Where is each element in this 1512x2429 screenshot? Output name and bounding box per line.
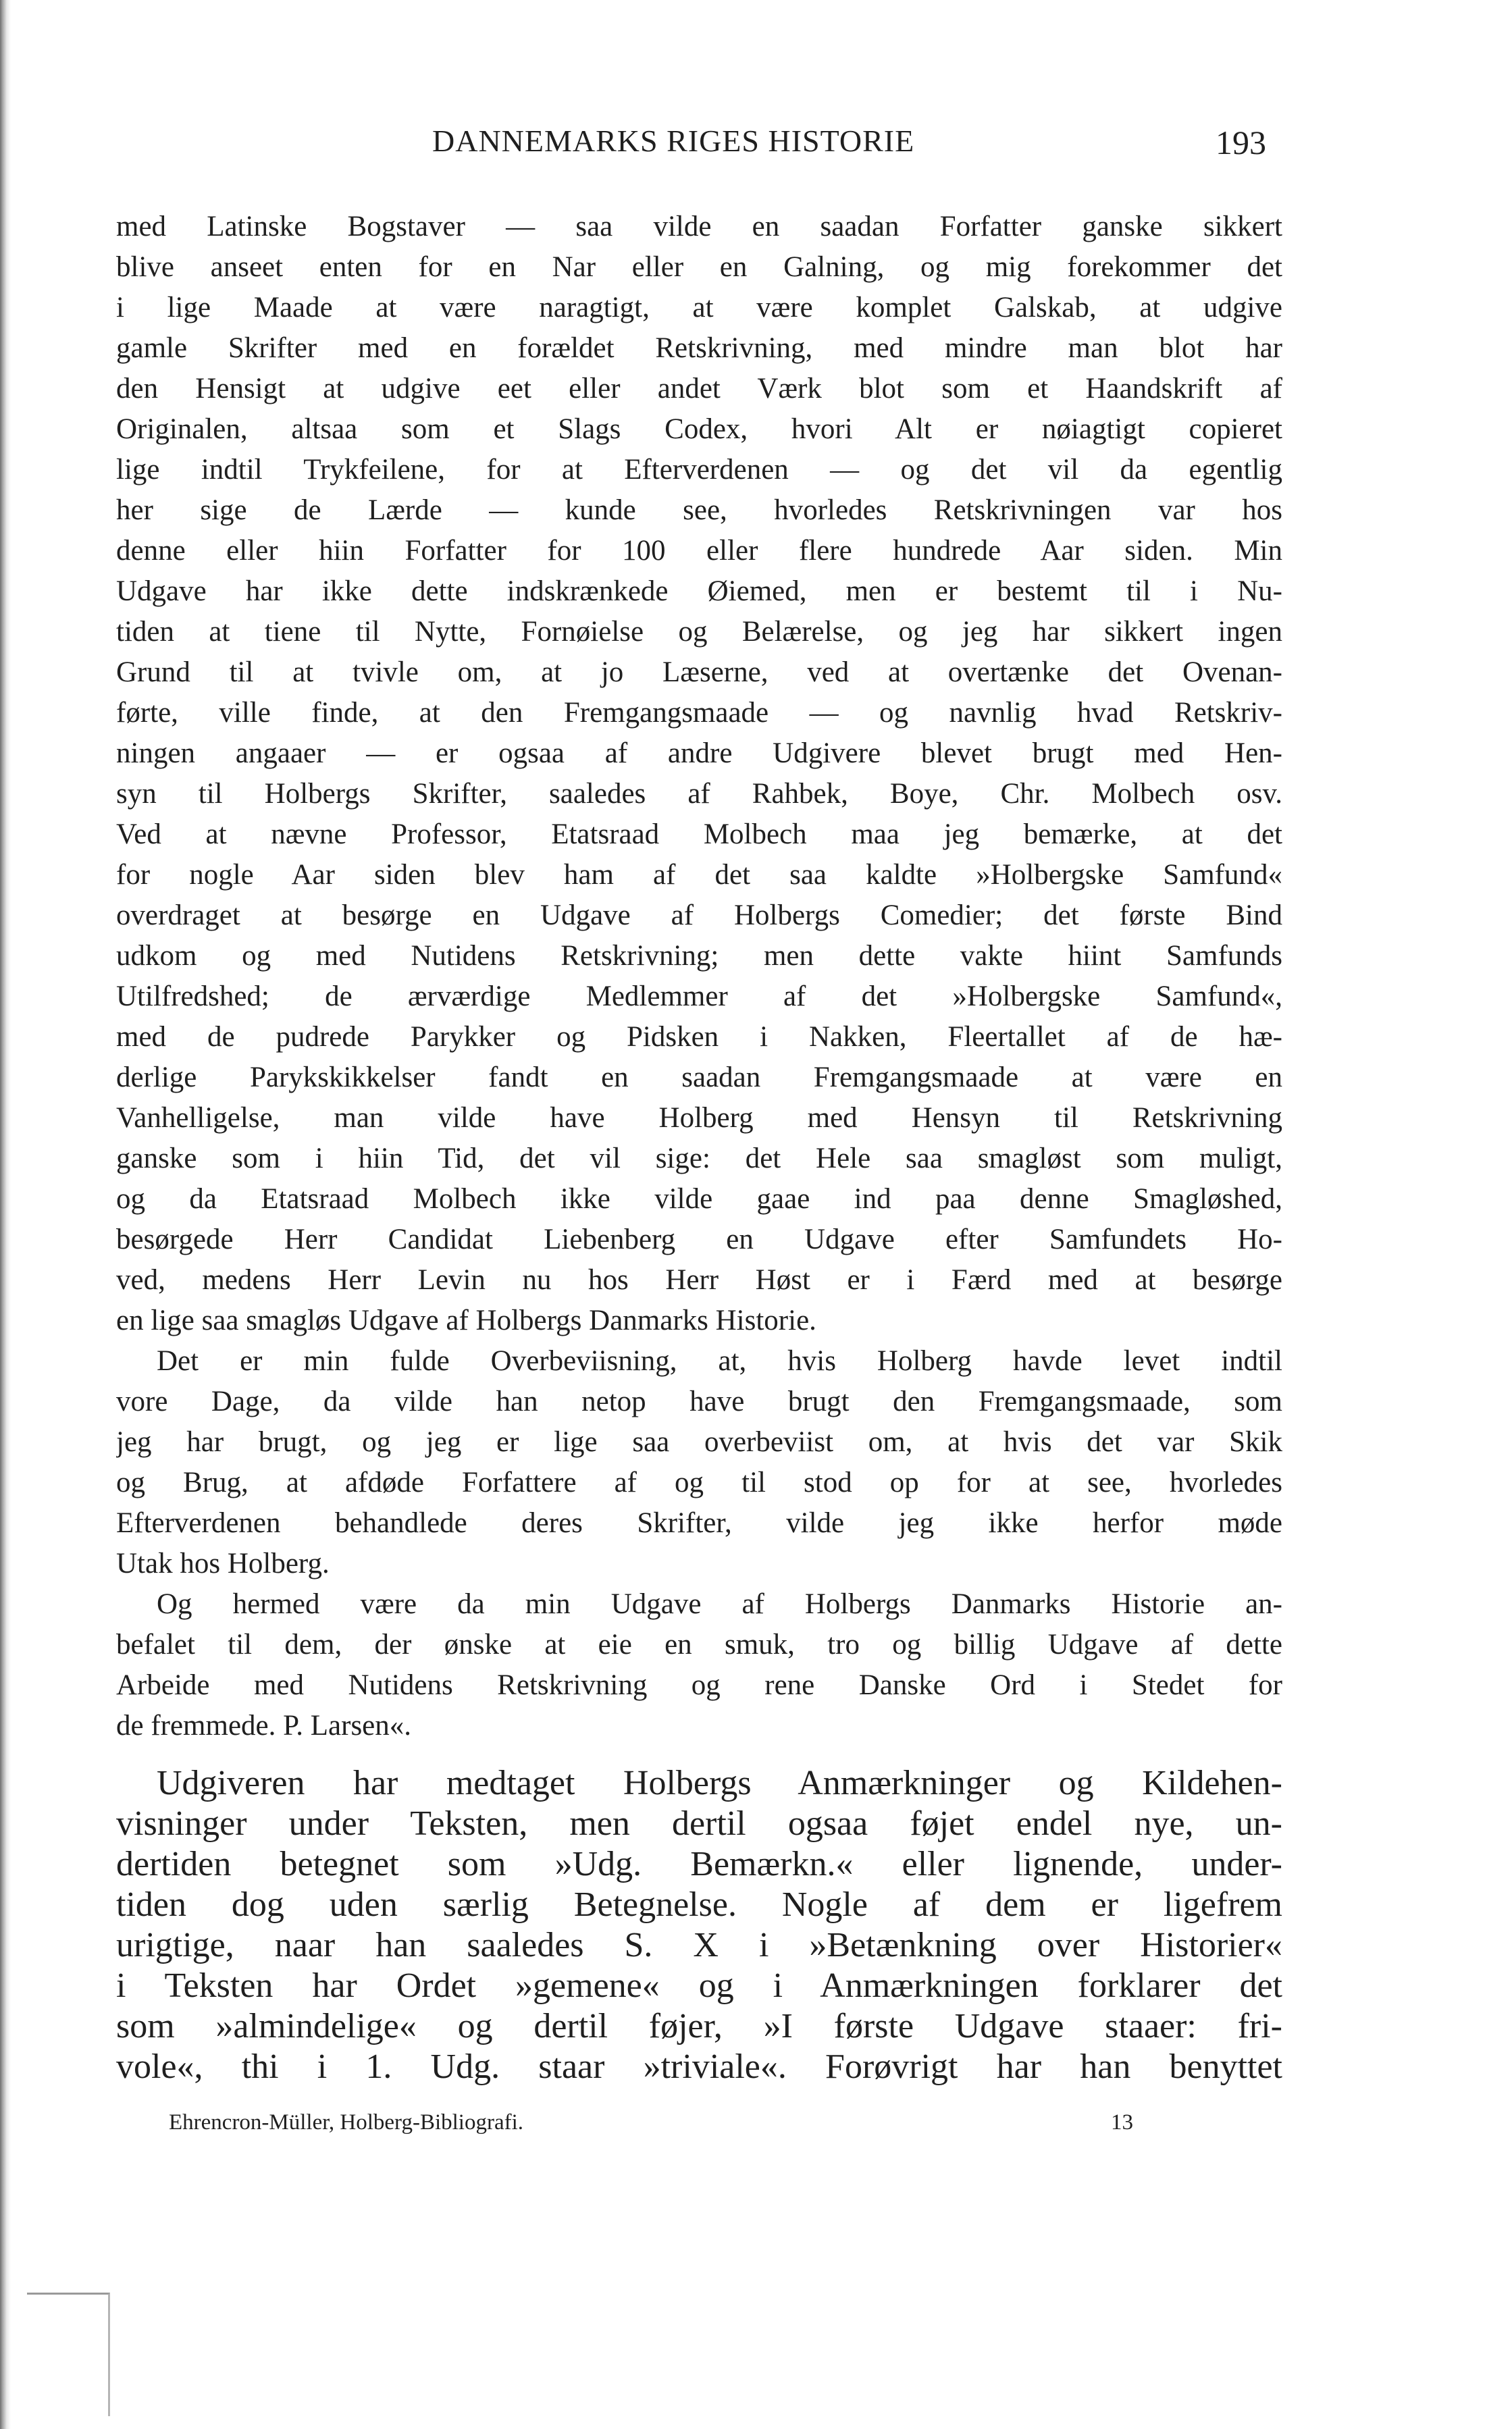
running-title: DANNEMARKS RIGES HISTORIE <box>432 124 915 158</box>
text-line: gamle Skrifter med en forældet Retskrivning, med mindre man blot har <box>116 332 1282 364</box>
text-line: Utilfredshed; de ærværdige Medlemmer af det »Holbergske Samfund«, <box>116 981 1282 1012</box>
text-line: Udgave har ikke dette indskrænkede Øiemed, men er bestemt til i Nu- <box>116 575 1282 607</box>
text-line: Grund til at tvivle om, at jo Læserne, ved at overtænke det Ovenan- <box>116 656 1282 688</box>
text-line: i lige Maade at være naragtigt, at være komplet Galskab, at udgive <box>116 292 1282 323</box>
page-corner-shadow <box>27 2293 110 2416</box>
footer-source: Ehrencron-Müller, Holberg-Bibliografi. <box>169 2110 524 2135</box>
text-line: urigtige, naar han saaledes S. X i »Betænkning over Historier« <box>116 1926 1282 1964</box>
main-text-block <box>116 207 1282 1746</box>
text-line: i Teksten har Ordet »gemene« og i Anmærkningen forklarer det <box>116 1966 1282 2005</box>
text-line: Arbeide med Nutidens Retskrivning og rene Danske Ord i Stedet for <box>116 1669 1282 1701</box>
text-line: og da Etatsraad Molbech ikke vilde gaae ind paa denne Smagløshed, <box>116 1183 1282 1215</box>
text-line: ganske som i hiin Tid, det vil sige: det Hele saa smagløst som muligt, <box>116 1143 1282 1174</box>
text-line: vore Dage, da vilde han netop have brugt den Fremgangsmaade, som <box>116 1386 1282 1417</box>
text-line: Udgiveren har medtaget Holbergs Anmærkninger og Kildehen- <box>157 1764 1282 1802</box>
text-line: en lige saa smagløs Udgave af Holbergs Danmarks Historie. <box>116 1305 816 1336</box>
text-line: og Brug, at afdøde Forfattere af og til stod op for at see, hvorledes <box>116 1467 1282 1498</box>
text-line: ved, medens Herr Levin nu hos Herr Høst er i Færd med at besørge <box>116 1264 1282 1296</box>
text-line: for nogle Aar siden blev ham af det saa kaldte »Holbergske Samfund« <box>116 859 1282 891</box>
text-line: visninger under Teksten, men dertil ogsaa føjet endel nye, un- <box>116 1804 1282 1843</box>
text-line: udkom og med Nutidens Retskrivning; men dette vakte hiint Samfunds <box>116 940 1282 972</box>
text-line: Vanhelligelse, man vilde have Holberg med Hensyn til Retskrivning <box>116 1102 1282 1134</box>
text-line: med de pudrede Parykker og Pidsken i Nakken, Fleertallet af de hæ- <box>116 1021 1282 1053</box>
text-line: Det er min fulde Overbeviisning, at, hvis Holberg havde levet indtil <box>157 1345 1282 1377</box>
page-number: 193 <box>1216 124 1266 161</box>
text-line: derlige Parykskikkelser fandt en saadan Fremgangsmaade at være en <box>116 1062 1282 1093</box>
text-line: Og hermed være da min Udgave af Holbergs Danmarks Historie an- <box>157 1588 1282 1620</box>
editor-note-block <box>116 1763 1282 2087</box>
text-line: her sige de Lærde — kunde see, hvorledes Retskrivningen var hos <box>116 494 1282 526</box>
text-line: syn til Holbergs Skrifter, saaledes af Rahbek, Boye, Chr. Molbech osv. <box>116 778 1282 810</box>
text-line: som »almindelige« og dertil føjer, »I første Udgave staaer: fri- <box>116 2007 1282 2045</box>
text-line: lige indtil Trykfeilene, for at Efterverdenen — og det vil da egentlig <box>116 454 1282 486</box>
text-line: Originalen, altsaa som et Slags Codex, hvori Alt er nøiagtigt copieret <box>116 413 1282 445</box>
text-line: den Hensigt at udgive eet eller andet Værk blot som et Haandskrift af <box>116 373 1282 404</box>
text-line: besørgede Herr Candidat Liebenberg en Udgave efter Samfundets Ho- <box>116 1224 1282 1255</box>
text-line: jeg har brugt, og jeg er lige saa overbeviist om, at hvis det var Skik <box>116 1426 1282 1458</box>
text-line: de fremmede. P. Larsen«. <box>116 1710 412 1742</box>
text-line: denne eller hiin Forfatter for 100 eller flere hundrede Aar siden. Min <box>116 535 1282 567</box>
text-line: overdraget at besørge en Udgave af Holbergs Comedier; det første Bind <box>116 899 1282 931</box>
text-line: med Latinske Bogstaver — saa vilde en saadan Forfatter ganske sikkert <box>116 211 1282 242</box>
scan-binding-edge <box>0 0 11 2429</box>
text-line: tiden dog uden særlig Betegnelse. Nogle af dem er ligefrem <box>116 1885 1282 1924</box>
text-line: Efterverdenen behandlede deres Skrifter, vilde jeg ikke herfor møde <box>116 1507 1282 1539</box>
text-line: førte, ville finde, at den Fremgangsmaade — og navnlig hvad Retskriv- <box>116 697 1282 729</box>
text-line: blive anseet enten for en Nar eller en Galning, og mig forekommer det <box>116 251 1282 283</box>
text-line: Utak hos Holberg. <box>116 1548 330 1579</box>
text-line: befalet til dem, der ønske at eie en smuk, tro og billig Udgave af dette <box>116 1629 1282 1661</box>
text-line: Ved at nævne Professor, Etatsraad Molbech maa jeg bemærke, at det <box>116 818 1282 850</box>
text-line: ningen angaaer — er ogsaa af andre Udgivere blevet brugt med Hen- <box>116 737 1282 769</box>
text-line: dertiden betegnet som »Udg. Bemærkn.« eller lignende, under- <box>116 1845 1282 1883</box>
footer-signature-mark: 13 <box>1111 2110 1133 2135</box>
text-line: tiden at tiene til Nytte, Fornøielse og Belærelse, og jeg har sikkert ingen <box>116 616 1282 648</box>
text-line: vole«, thi i 1. Udg. staar »triviale«. Forøvrigt har han benyttet <box>116 2047 1282 2086</box>
